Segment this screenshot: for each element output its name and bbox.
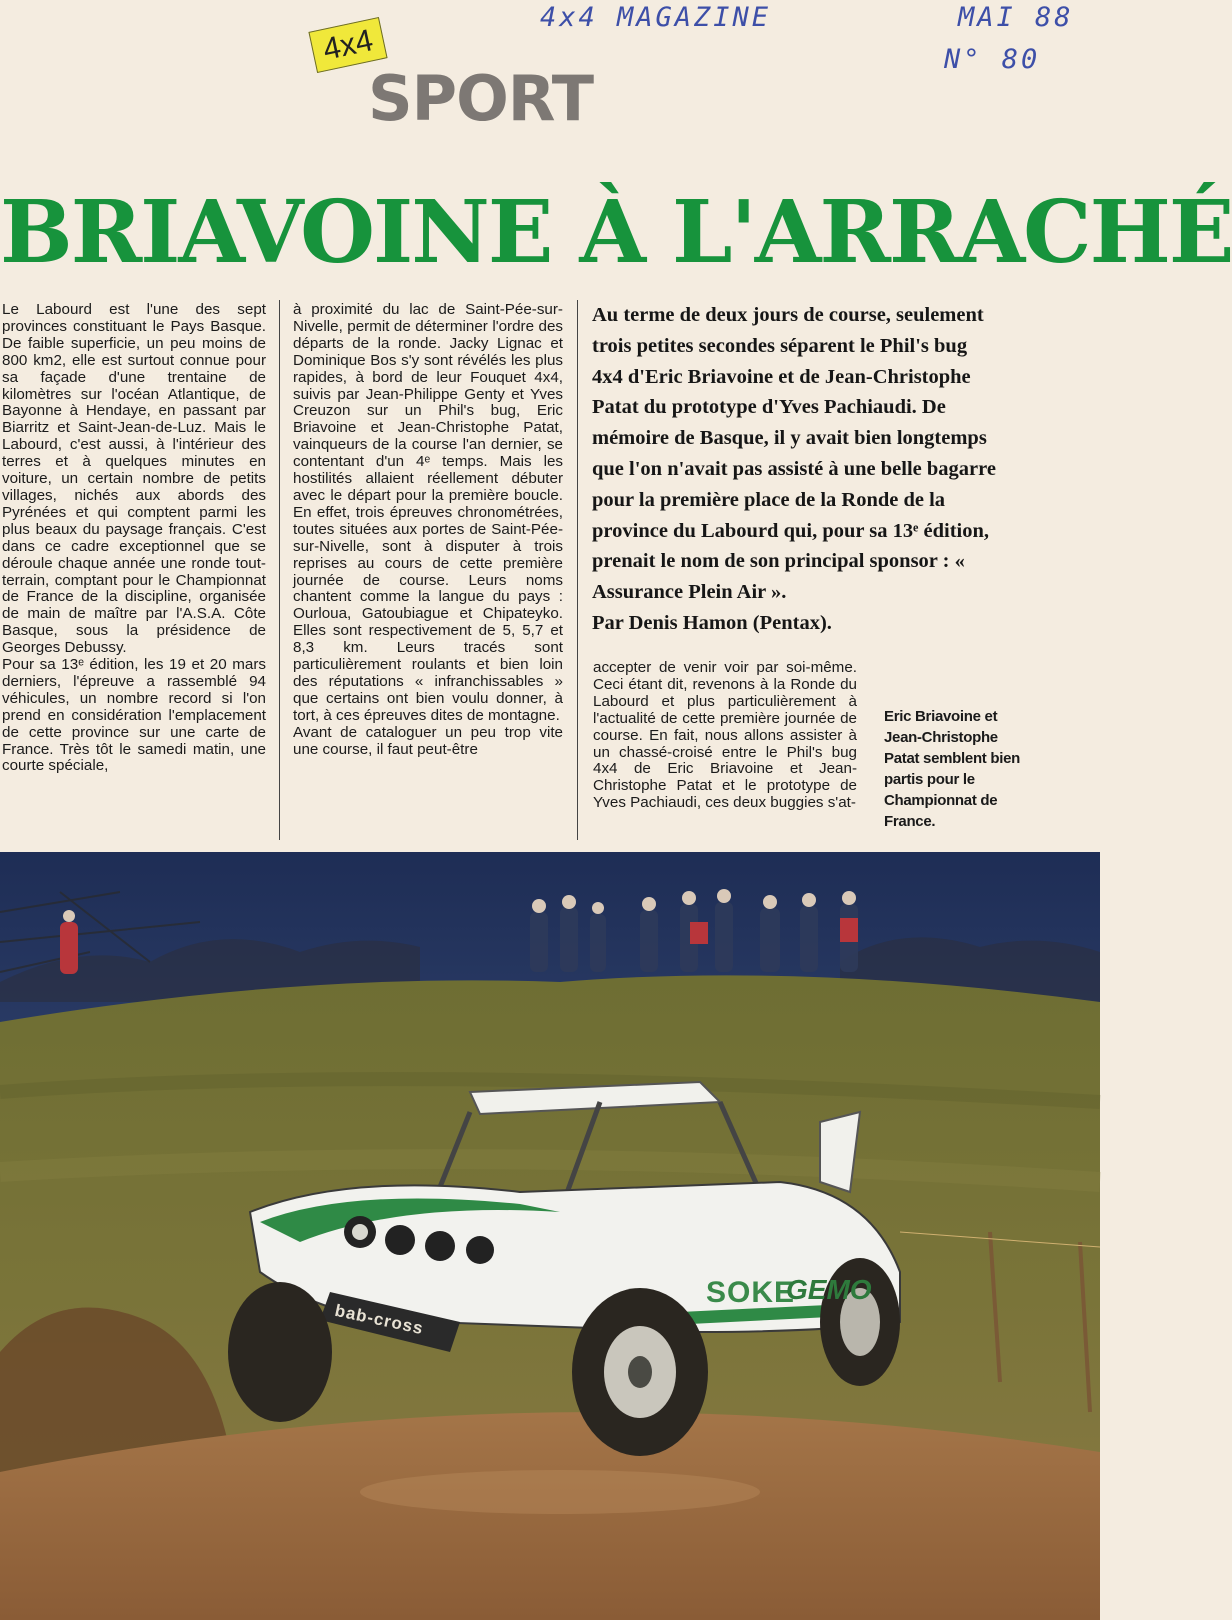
race-photo-illustration — [0, 852, 1100, 1620]
article-column-3: accepter de venir voir par soi-même. Ceci étant dit, revenons à la Ronde du Labourd et plus particulièrement à l'actualité de cette première journée de course. En fait, nous allons assister à un chassé-croisé entre le Phil's bug 4x4 de Eric Briavoine et Jean-Christophe Patat et le prototype de Yves Pachiaudi, ces deux buggies s'at- — [593, 659, 857, 812]
article-headline: BRIAVOINE À L'ARRACHÉ — [0, 182, 1232, 283]
article-column-1: Le Labourd est l'une des sept provinces constituant le Pays Basque. De faible superficie, un peu moins de 800 km2, elle est surtout connue pour sa façade d'une trentaine de kilomètres sur l'océan Atlantique, de Bayonne à Hendaye, en passant par Biarritz et Saint-Jean-de-Luz. Mais le Labourd, c'est aussi, à l'intérieur des terres et à quelques minutes en voiture, un certain nombre de petits villages, nichés aux abords des Pyrénées et qui comptent parmi les plus beaux du paysage français. C'est dans ce cadre exceptionnel que se déroule chaque année une ronde tout-terrain, comptant pour le Championnat de France de la discipline, organisée de main de maître par l'A.S.A. Côte Basque, sous la présidence de Georges Debussy. Pour sa 13ᵉ édition, les 19 et 20 mars derniers, l'épreuve a rassemblé 94 véhicules, un nombre record si l'on prend en considération l'emplacement de cette province sur une carte de France. Très tôt le samedi matin, une courte spéciale, — [2, 301, 266, 775]
car-sponsor-soke: SOKE — [706, 1276, 796, 1309]
column-divider — [577, 300, 578, 840]
bleed-through-text-left — [2, 66, 270, 170]
intro-text: Au terme de deux jours de course, seulement trois petites secondes séparent le Phil's bug 4x4 d'Eric Briavoine et de Jean-Christophe Patat du prototype d'Yves Pachiaudi. De mémoire de Basque, il y avait bien longtemps que l'on n'avait pas assisté à une belle bagarre pour la première place de la Ronde de la province du Labourd qui, pour sa 13ᵉ édition, prenait le nom de son principal sponsor : « Assurance Plein Air ». — [592, 304, 996, 604]
photo-caption: Eric Briavoine et Jean-Christophe Patat semblent bien partis pour le Championnat de France. — [884, 708, 1021, 830]
column-divider — [279, 300, 280, 840]
photo-credit: Par Denis Hamon (Pentax). — [592, 611, 832, 634]
section-badge-4x4: 4x4 — [308, 17, 387, 73]
race-photo — [0, 852, 1100, 1620]
handwritten-date: MAI 88 — [958, 2, 1074, 33]
section-label-sport: SPORT — [368, 62, 594, 135]
article-column-2: à proximité du lac de Saint-Pée-sur-Nivelle, permit de déterminer l'ordre des départs de la ronde. Jacky Lignac et Dominique Bos s'y sont révélés les plus rapides, à bord de leur Fouquet 4x4, suivis par Jean-Philippe Genty et Yves Creuzon sur un Phil's bug, Eric Briavoine et Jean-Christophe Patat, vainqueurs de la course l'an dernier, se contentant d'un 4ᵉ temps. Mais les hostilités allaient réellement débuter avec le départ pour la première boucle. En effet, trois épreuves chronométrées, toutes situées aux portes de Saint-Pée-sur-Nivelle, sont à disputer à trois reprises au cours de cette première journée de course. Leurs noms chantent comme la langue du pays : Ourloua, Gatoubiague et Chipateyko. Elles sont respectivement de 5, 5,7 et 8,3 km. Leurs tracés sont particulièrement roulants et bien loin des réputations « infranchissables » que certains ont bien voulu donner, à tort, à ces épreuves dites de montagne. Avant de cataloguer un peu trop vite une course, il faut peut-être — [293, 301, 563, 758]
handwritten-issue-number: N° 80 — [944, 44, 1041, 75]
article-intro — [592, 300, 1002, 639]
car-front-plate: bab-cross — [333, 1300, 426, 1339]
handwritten-magazine-name: 4x4 MAGAZINE — [540, 2, 772, 33]
car-sponsor-gemo: GEMO — [786, 1274, 872, 1305]
